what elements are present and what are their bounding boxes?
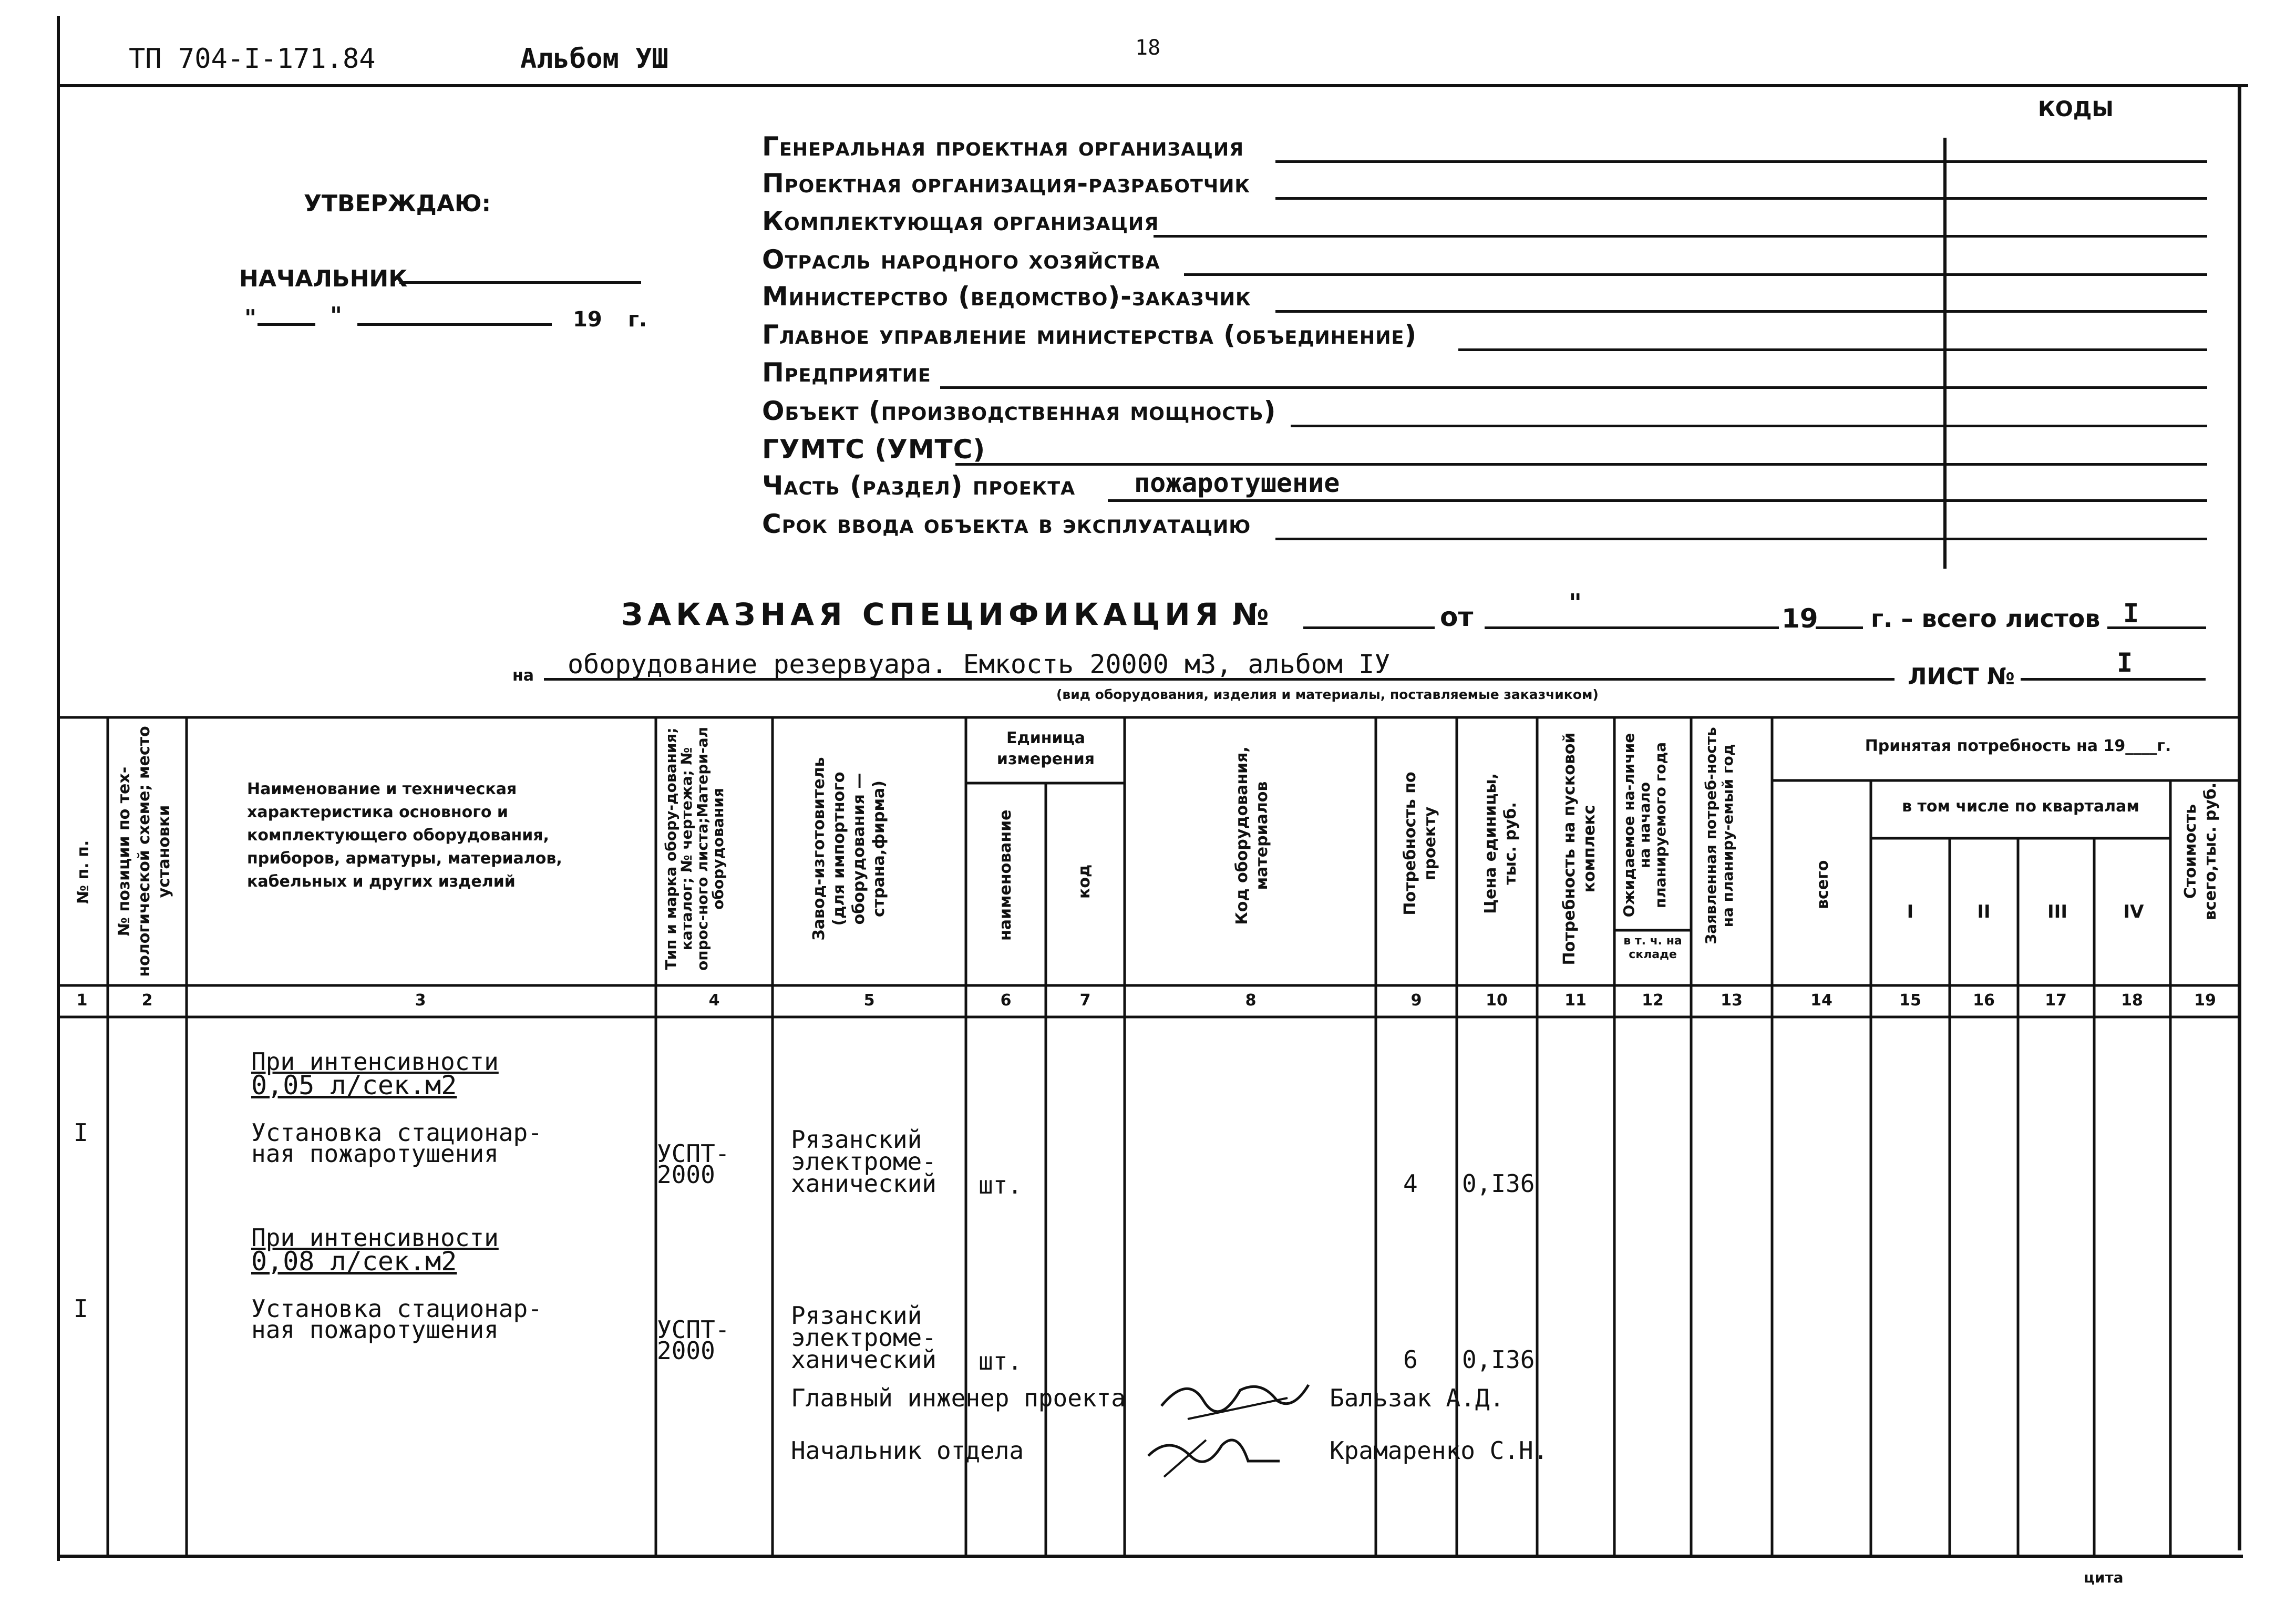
doc-code: ТП 704-I-171.84 [129, 43, 376, 75]
spec-total-sheets-value: I [2123, 598, 2139, 629]
column-number: 16 [1973, 991, 1995, 1010]
row-intensity-2: 0,08 л/сек.м2 [251, 1246, 457, 1277]
row-name-2: ная пожаротушения [251, 1315, 499, 1344]
row-maker-1: Рязанский [791, 1301, 922, 1330]
field-label: Министерство (ведомство)-заказчик [762, 281, 1251, 312]
col-header-12: Ожидаемое на-личие на начало планируемого года [1620, 733, 1669, 918]
row-maker-3: ханический [791, 1345, 936, 1374]
spec-number-label: № [1232, 597, 1269, 632]
spec-total-sheets-label: г. – всего листов [1871, 604, 2101, 633]
column-number: 17 [2045, 991, 2067, 1010]
row-unit: шт. [979, 1347, 1023, 1375]
row-qty: 4 [1403, 1169, 1418, 1198]
field-label: Предприятие [762, 357, 931, 388]
spec-sheet-value: I [2117, 647, 2133, 678]
field-value: пожаротушение [1134, 468, 1340, 498]
signature-name: Бальзак А.Д. [1330, 1384, 1505, 1412]
row-type-2: 2000 [657, 1160, 715, 1189]
row-intensity-1: При интенсивности [251, 1047, 499, 1076]
field-label: ГУМТС (УМТС) [762, 434, 986, 465]
col-header-9: Потребность по проекту [1401, 772, 1439, 916]
footer-mark: цита [2084, 1569, 2124, 1586]
row-intensity-2: 0,05 л/сек.м2 [251, 1070, 457, 1101]
column-number: 1 [76, 991, 88, 1010]
col-header-4: Тип и марка обору-дования; каталог; № чертежа; № опрос-ного листа;Матери-ал оборудования [662, 727, 727, 971]
col-header-7: код [1075, 864, 1094, 899]
field-label: Проектная организация-разработчик [762, 168, 1251, 199]
row-type-2: 2000 [657, 1337, 715, 1365]
col-header-14: всего [1814, 860, 1832, 909]
approve-heading: УТВЕРЖДАЮ: [304, 190, 491, 217]
column-number: 10 [1486, 991, 1508, 1010]
row-qty: 6 [1403, 1345, 1418, 1374]
col-header-3: Наименование и техническая характеристика основного и комплектующего оборудования, приборов, арматуры, материалов, кабельных и других изделий [247, 780, 562, 891]
field-label: Главное управление министерства (объединение) [762, 320, 1417, 350]
row-intensity-1: При интенсивности [251, 1224, 499, 1252]
column-number: 2 [141, 991, 153, 1010]
col-header-accepted-group: Принятая потребность на 19____г. [1865, 737, 2171, 755]
field-label: Объект (производственная мощность) [762, 396, 1276, 426]
col-header-unit-group: Единица измерения [996, 729, 1095, 768]
row-name-1: Установка стационар- [251, 1294, 542, 1323]
row-price: 0,I36 [1462, 1345, 1535, 1374]
col-header-11: Потребность на пусковой комплекс [1560, 732, 1599, 965]
chief-label: НАЧАЛЬНИК [239, 265, 408, 292]
row-price: 0,I36 [1462, 1169, 1535, 1198]
spec-subject: оборудование резервуара. Емкость 20000 м3, альбом IУ [568, 649, 1391, 680]
col-header-18: IV [2123, 901, 2144, 922]
date-quote-close: " [330, 302, 342, 329]
row-maker-3: ханический [791, 1169, 936, 1198]
column-number: 15 [1899, 991, 1921, 1010]
col-header-19: Стоимость всего,тыс. руб. [2181, 782, 2220, 921]
col-header-6: наименование [996, 809, 1015, 941]
column-number: 18 [2121, 991, 2143, 1010]
column-number: 12 [1642, 991, 1664, 1010]
column-number: 3 [415, 991, 426, 1010]
spec-title: ЗАКАЗНАЯ СПЕЦИФИКАЦИЯ [621, 597, 1223, 632]
row-number: I [74, 1294, 88, 1323]
page-number: 18 [1135, 36, 1161, 60]
row-name-1: Установка стационар- [251, 1118, 542, 1147]
signature-role: Начальник отдела [791, 1436, 1024, 1465]
field-label: Часть (раздел) проекта [762, 470, 1076, 501]
col-header-10: Цена единицы, тыс. руб. [1481, 773, 1520, 914]
row-maker-2: электроме- [791, 1323, 936, 1352]
column-number: 5 [863, 991, 875, 1010]
col-header-16: II [1977, 901, 1991, 922]
codes-label: КОДЫ [2038, 97, 2114, 121]
col-header-17: III [2047, 901, 2067, 922]
spec-caption: (вид оборудования, изделия и материалы, поставляемые заказчиком) [1056, 687, 1599, 702]
row-type-1: УСПТ- [657, 1315, 730, 1344]
column-number: 11 [1564, 991, 1587, 1010]
spec-from-label: от [1440, 602, 1474, 632]
row-maker-2: электроме- [791, 1147, 936, 1176]
spec-year-label: 19 [1782, 603, 1818, 634]
row-number: I [74, 1118, 88, 1147]
row-name-2: ная пожаротушения [251, 1139, 499, 1168]
col-header-15: I [1907, 901, 1914, 922]
col-header-12b: в т. ч. на складе [1623, 934, 1682, 961]
row-maker-1: Рязанский [791, 1125, 922, 1154]
column-number: 9 [1410, 991, 1422, 1010]
signature-scribble-2 [1143, 1424, 1301, 1487]
date-quote-open: " [244, 305, 256, 332]
spec-on-label: на [512, 666, 534, 685]
col-header-8: Код оборудования, материалов [1233, 746, 1271, 925]
row-unit: шт. [979, 1171, 1023, 1199]
signature-scribble-1 [1156, 1369, 1314, 1427]
col-header-quarters-group: в том числе по кварталам [1902, 797, 2139, 816]
field-label: Срок ввода объекта в эксплуатацию [762, 509, 1251, 539]
spec-date-quote: " [1569, 589, 1582, 618]
date-year-suffix: г. [628, 307, 647, 332]
spec-sheet-label: ЛИСТ № [1908, 663, 2015, 690]
col-header-5: Завод-изготовитель (для импортного оборудования —страна,фирма) [810, 757, 888, 941]
signature-name: Крамаренко С.Н. [1330, 1436, 1548, 1465]
column-number: 7 [1079, 991, 1091, 1010]
column-number: 4 [708, 991, 720, 1010]
signature-role: Главный инженер проекта [791, 1384, 1126, 1412]
field-label: Комплектующая организация [762, 206, 1159, 237]
column-number: 6 [1000, 991, 1012, 1010]
album-label: Альбом УШ [520, 43, 668, 75]
field-label: Отрасль народного хозяйства [762, 244, 1160, 275]
col-header-1: № п. п. [74, 840, 92, 904]
col-header-2: № позиции по тех-нологической схеме; место установки [115, 726, 173, 977]
column-number: 19 [2194, 991, 2216, 1010]
column-number: 13 [1721, 991, 1743, 1010]
field-label: Генеральная проектная организация [762, 131, 1244, 162]
row-type-1: УСПТ- [657, 1139, 730, 1168]
col-header-13: Заявленная потреб-ность на планиру-емый год [1702, 727, 1736, 944]
column-number: 14 [1810, 991, 1832, 1010]
column-number: 8 [1245, 991, 1257, 1010]
date-year: 19 [573, 307, 602, 332]
